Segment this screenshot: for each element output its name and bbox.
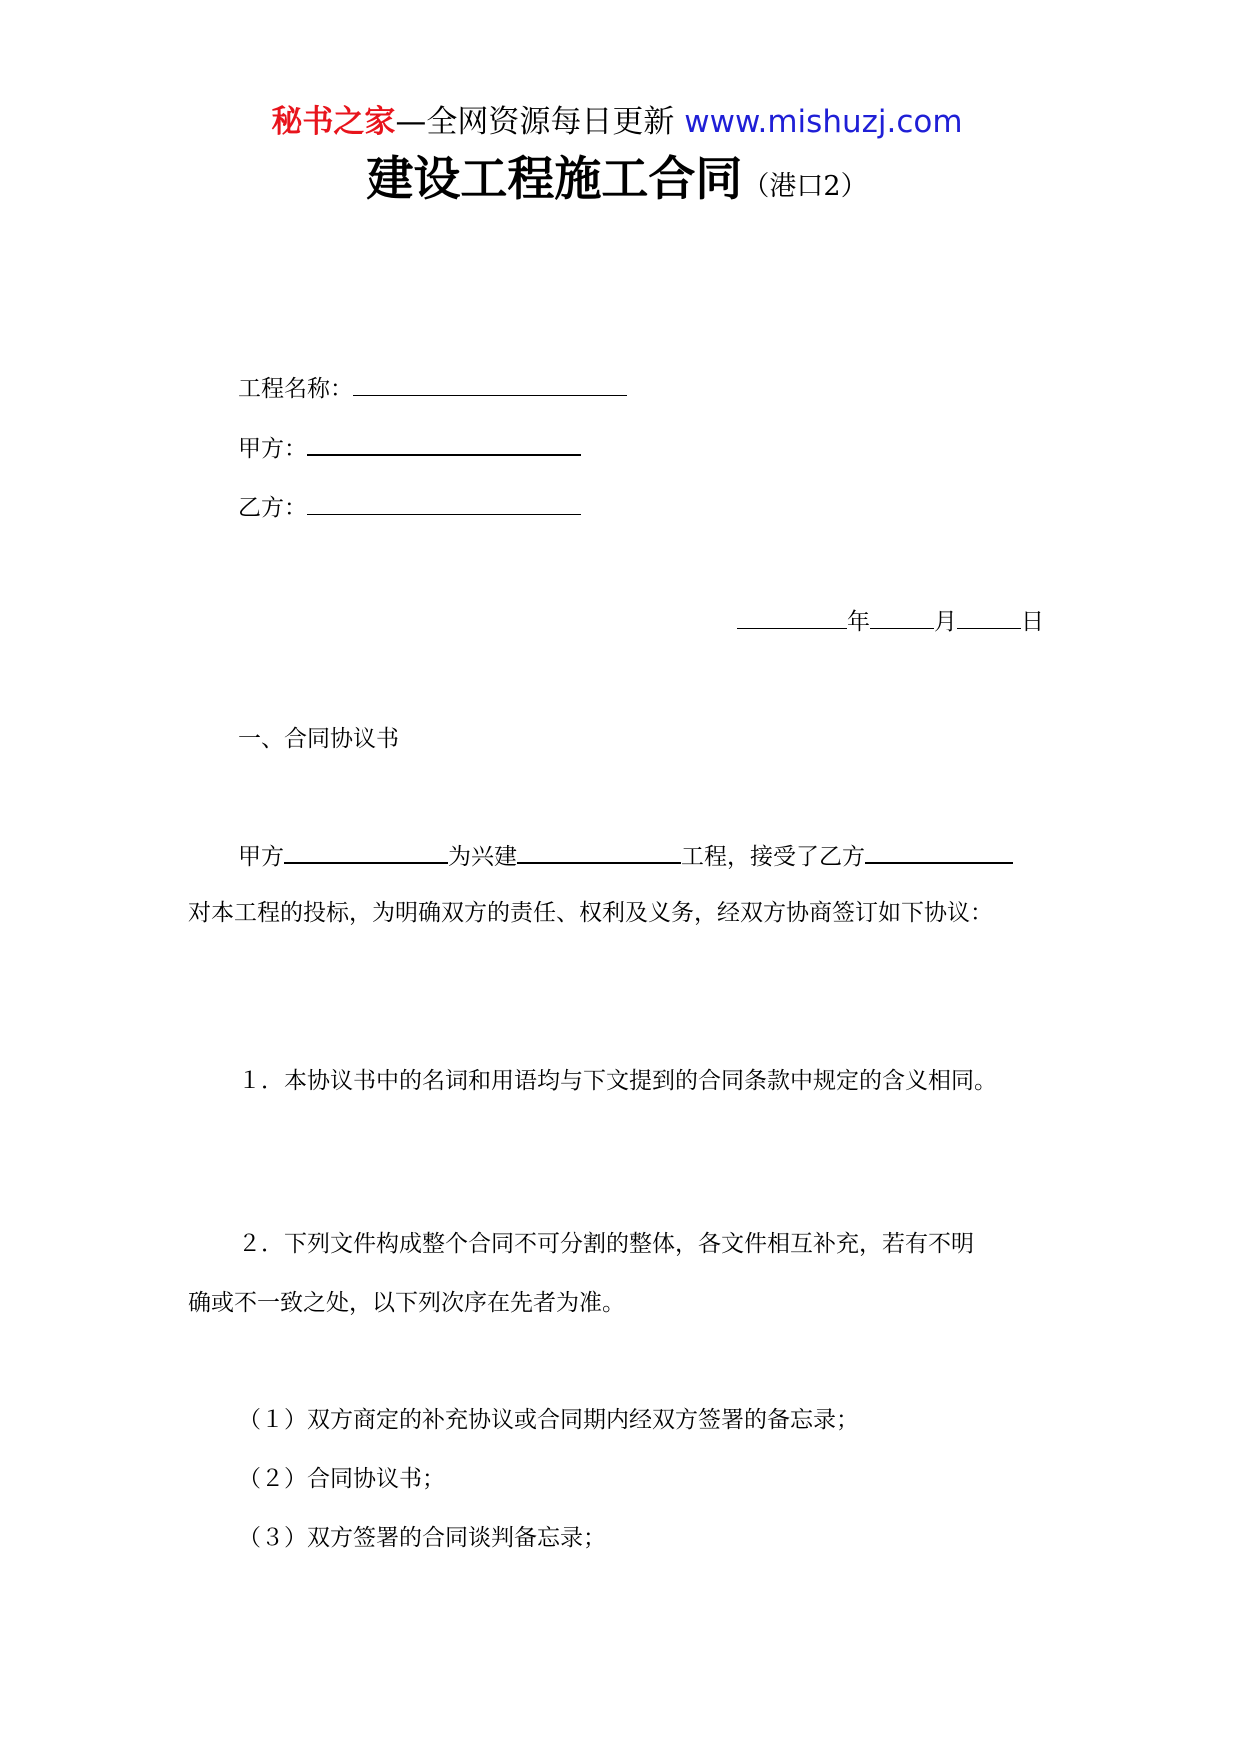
- party-a-blank[interactable]: [307, 432, 581, 456]
- party-b-blank[interactable]: [307, 492, 581, 515]
- field-party-b: [238, 492, 581, 523]
- intro-party-a-blank[interactable]: [284, 840, 448, 864]
- document-title: [0, 150, 1234, 220]
- field-project-name: [238, 373, 627, 404]
- field-party-a-label: 甲方：: [238, 436, 307, 462]
- document-list-item: （３）双方签署的合同谈判备忘录；: [238, 1525, 606, 1551]
- intro-line-1: [238, 840, 1013, 872]
- date-month-label: 月: [934, 609, 957, 635]
- document-list-item: （１）双方商定的补充协议或合同期内经双方签署的备忘录；: [238, 1407, 859, 1433]
- date-year-label: 年: [847, 609, 870, 635]
- intro-build-for: 为兴建: [448, 844, 517, 870]
- intro-line-2: 对本工程的投标，为明确双方的责任、权利及义务，经双方协商签订如下协议：: [188, 900, 993, 926]
- field-party-a: [238, 432, 581, 464]
- month-blank[interactable]: [870, 606, 934, 629]
- site-url-link[interactable]: www.mishuzj.com: [684, 104, 963, 140]
- field-party-b-label: 乙方：: [238, 495, 307, 521]
- intro-party-a: 甲方: [238, 844, 284, 870]
- document-list-item: （２）合同协议书；: [238, 1466, 445, 1492]
- site-tagline: —全网资源每日更新: [395, 104, 675, 140]
- section-heading: 一、合同协议书: [238, 726, 399, 752]
- title-subtitle: （港口2）: [742, 171, 868, 202]
- clause-1: １．本协议书中的名词和用语均与下文提到的合同条款中规定的含义相同。: [238, 1068, 997, 1094]
- day-blank[interactable]: [957, 606, 1021, 629]
- site-brand: 秘书之家: [271, 104, 396, 140]
- title-main: 建设工程施工合同: [366, 152, 743, 207]
- field-project-name-label: 工程名称：: [238, 376, 353, 402]
- project-name-blank[interactable]: [353, 373, 627, 396]
- date-line: [737, 606, 1044, 637]
- intro-project-blank[interactable]: [517, 840, 681, 864]
- clause-2-line-1: ２．下列文件构成整个合同不可分割的整体，各文件相互补充，若有不明: [238, 1231, 974, 1257]
- date-day-label: 日: [1021, 609, 1044, 635]
- intro-party-b-blank[interactable]: [865, 840, 1013, 864]
- site-header: [0, 102, 1234, 142]
- intro-project-accept: 工程，接受了乙方: [681, 844, 865, 870]
- year-blank[interactable]: [737, 606, 847, 629]
- clause-2-line-2: 确或不一致之处，以下列次序在先者为准。: [188, 1290, 625, 1316]
